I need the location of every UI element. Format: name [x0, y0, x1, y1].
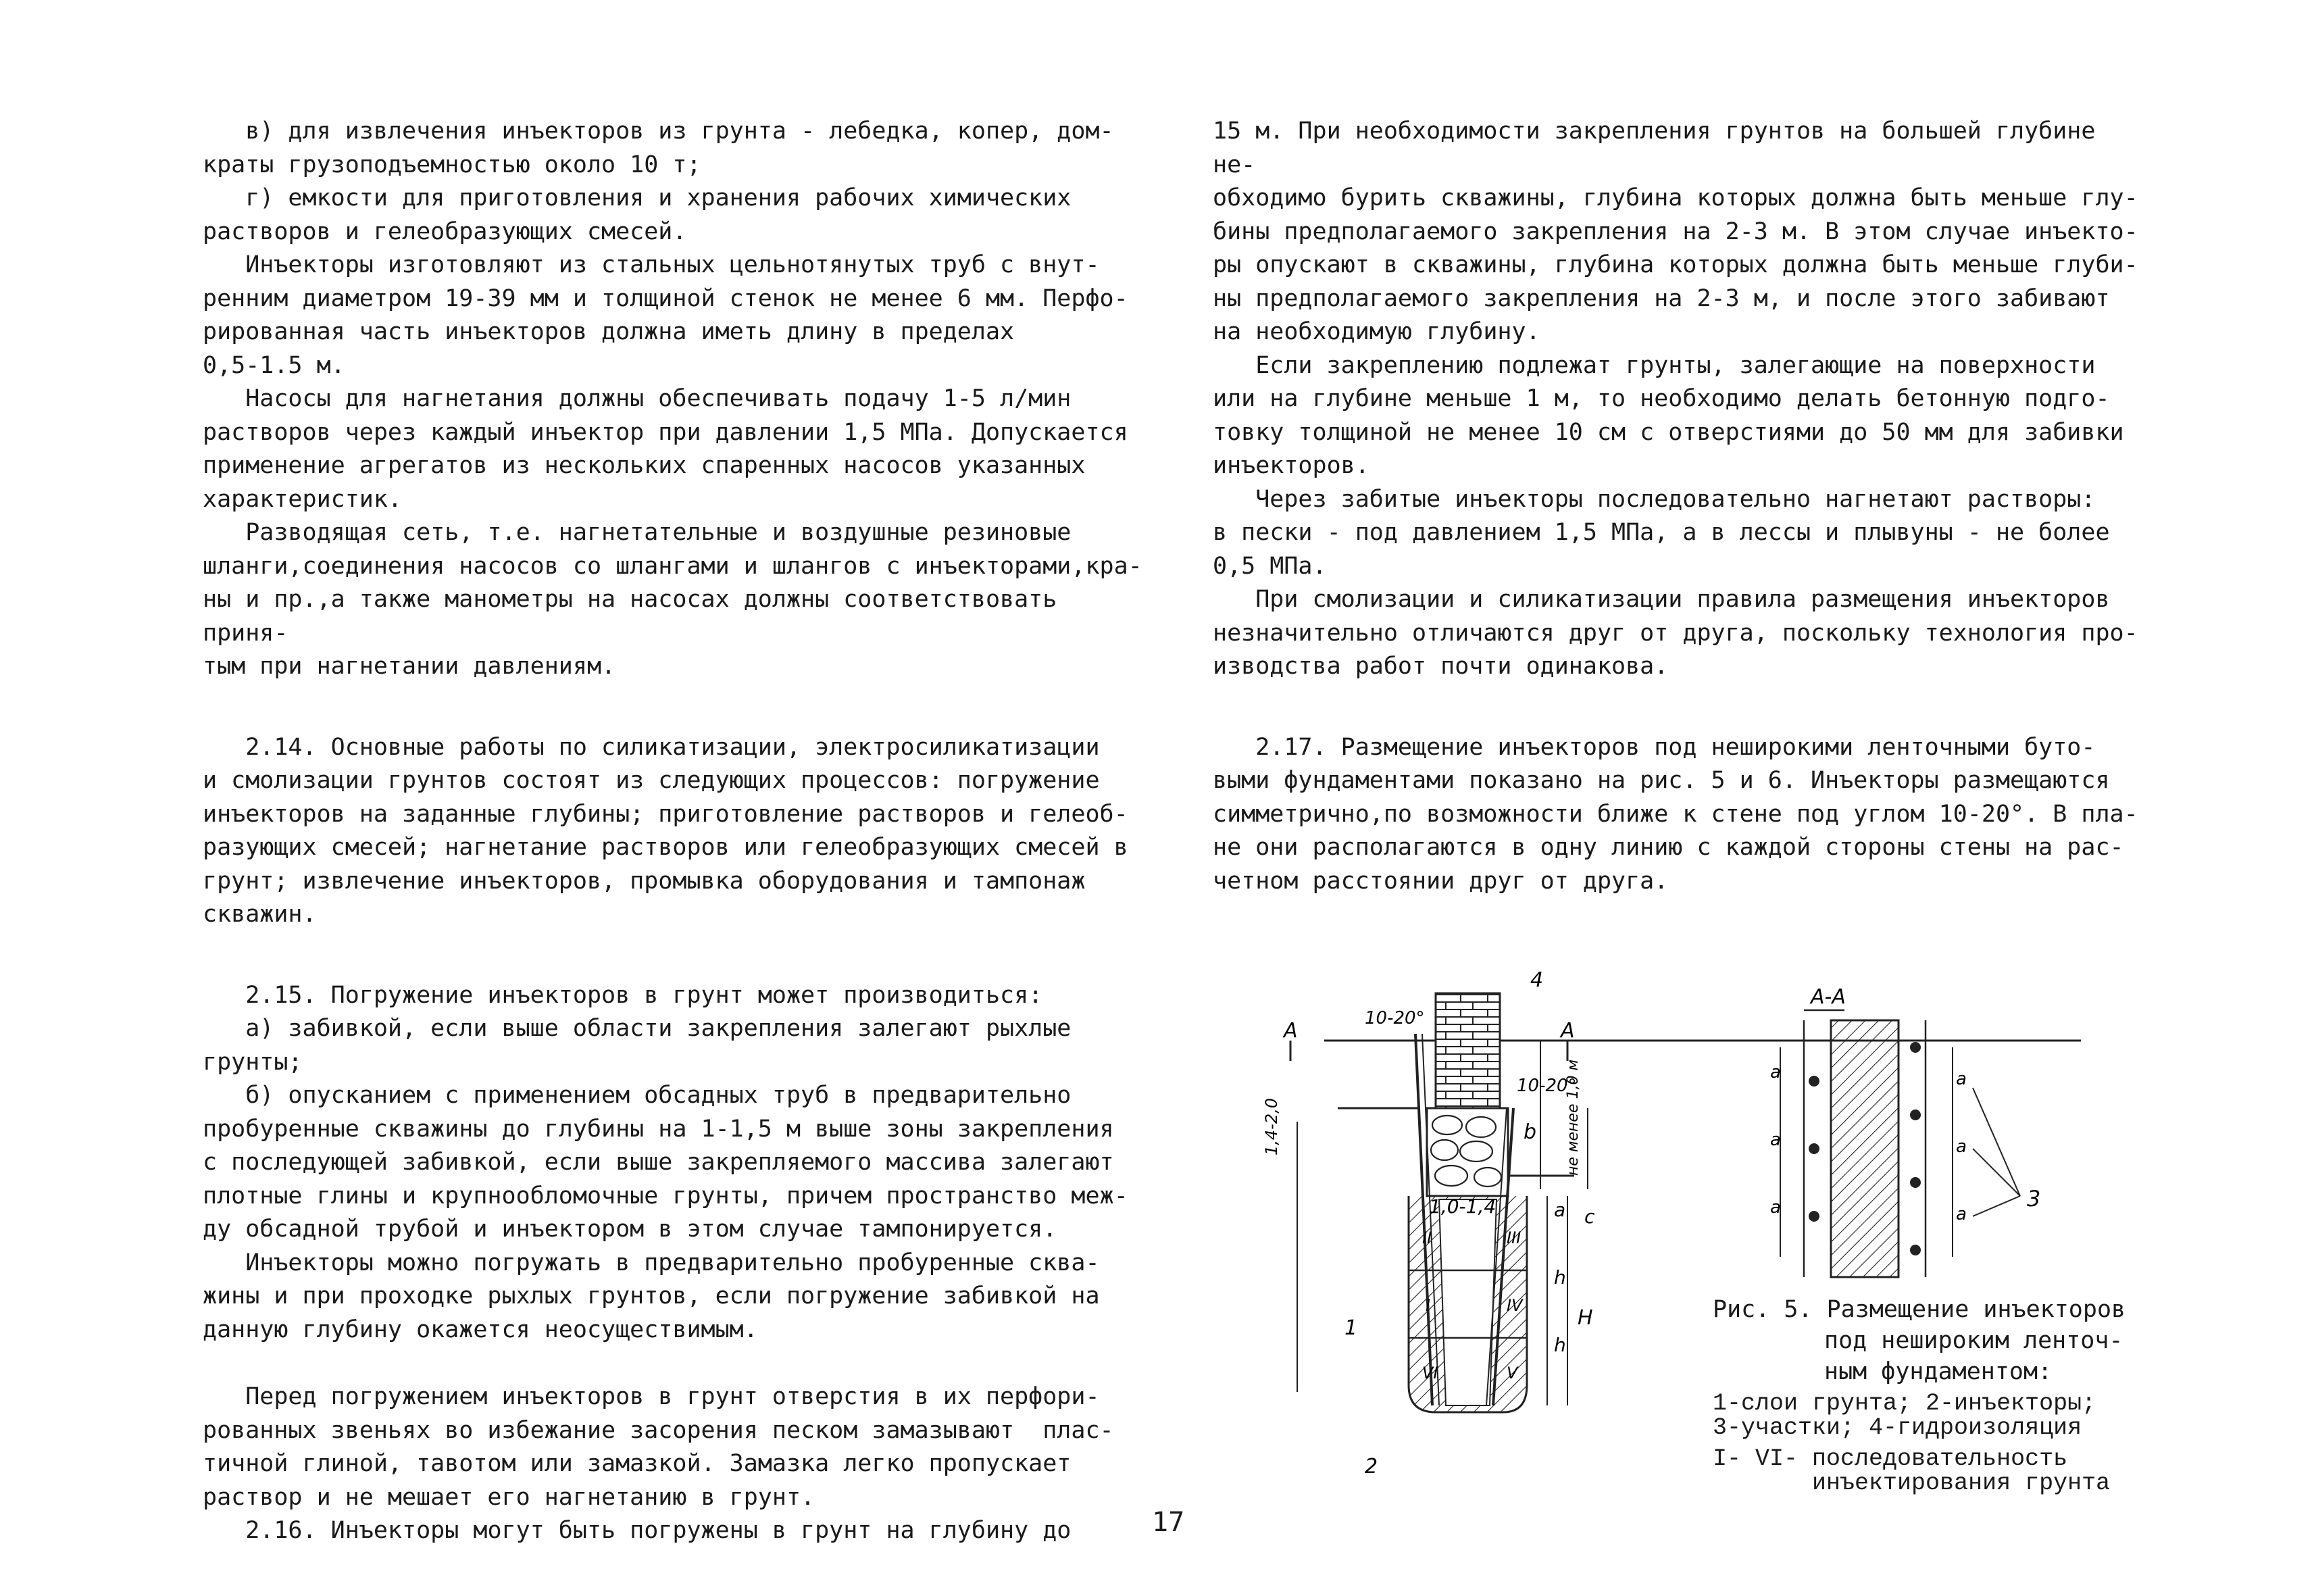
label-angle-top: 10-20°	[1365, 1008, 1425, 1028]
legend-sequence-row	[1713, 1447, 2186, 1495]
paragraph-distribution-network: Разводящая сеть, т.е. нагнетательные и воздушные резиновые шланги,соединения насосов со шлангами и шлангов с инъекторами,кра- ны и пр.,а также манометры на насосах должны соответствовать приня- тым при нагнетании давлениям.	[203, 519, 1142, 680]
injector-points-right	[1910, 1042, 1921, 1255]
label-2: 2	[1365, 1455, 1378, 1478]
leader-lines-3	[1973, 1088, 2020, 1216]
plan-title: А-А	[1811, 985, 1846, 1009]
label-h-1: h	[1554, 1266, 1566, 1289]
label-3: 3	[2027, 1186, 2041, 1212]
label-roman-VI: VI	[1422, 1364, 1438, 1382]
paragraph-predrilled-wells: Инъекторы можно погружать в предварительно пробуренные сква- жины и при проходке рыхлых грунтов, если погружение забивкой на данную глубину окажется неосуществимым.	[203, 1249, 1100, 1343]
paragraph-pumps: Насосы для нагнетания должны обеспечивать подачу 1-5 л/мин растворов через каждый инъектор при давлении 1,5 МПа. Допускается применение агрегатов из нескольких спаренных насосов указанных характеристик.	[203, 385, 1128, 513]
paragraph-equipment-g: г) емкости для приготовления и хранения рабочих химических растворов и гелеобразующих смесей.	[203, 184, 1072, 245]
brick-wall	[1436, 993, 1500, 1108]
label-width: 1,0-1,4	[1429, 1195, 1496, 1218]
paragraph-equipment-v: в) для извлечения инъекторов из грунта - лебедка, копер, дом- краты грузоподъемностью около 10 т;	[203, 118, 1114, 178]
paragraph-pressure: Через забитые инъекторы последовательно нагнетают растворы: в пески - под давлением 1,5 МПа, а в лессы и плывуны - не более 0,5 МПа.	[1213, 485, 2110, 580]
legend-items: 1-слои грунта; 2-инъекторы; 3-участки; 4-гидроизоляция	[1713, 1390, 2096, 1441]
figure-caption	[1713, 1294, 2186, 1495]
plan-label-a-3: a	[1770, 1197, 1781, 1218]
paragraph-resinization: При смолизации и силикатизации правила размещения инъекторов незначительно отличаются друг от друга, поскольку технология про- изводства работ почти одинакова.	[1213, 586, 2138, 680]
plan-label-a-1: a	[1770, 1062, 1781, 1082]
label-4: 4	[1530, 968, 1544, 992]
plan-label-a-6: a	[1956, 1204, 1967, 1224]
plan-drawing	[1770, 985, 2040, 1277]
label-roman-II: II	[1422, 1228, 1432, 1247]
label-roman-I: I	[1426, 1296, 1431, 1315]
injector-points-left	[1809, 1076, 1819, 1222]
plan-wall	[1831, 1020, 1898, 1277]
plan-label-a-5: a	[1956, 1137, 1967, 1157]
label-roman-V: V	[1507, 1364, 1518, 1382]
paragraph-depth-15m: 15 м. При необходимости закрепления грунтов на большей глубине не- обходимо бурить скважины, глубина которых должна быть меньше глу- бины предполагаемого закрепления на 2-3 м. В этом случае инъекто- ры опускают в скважины, глубина которых должна быть меньше глуби- ны предполагаемого закрепления на 2-3 м, и после этого забивают на необходимую глубину.	[1213, 118, 2138, 345]
left-text-column	[203, 115, 1149, 1548]
section-mark-left: А	[1284, 1019, 1298, 1043]
paragraph-2-16: 2.16. Инъекторы могут быть погружены в грунт на глубину до	[203, 1517, 1072, 1544]
caption-title-cont-1: под нешироким ленточ-	[1824, 1327, 2123, 1354]
legend-sequence-text: последовательность инъектирования грунта	[1812, 1445, 2111, 1497]
paragraph-2-15: 2.15. Погружение инъекторов в грунт может производиться: а) забивкой, если выше области закрепления залегают рыхлые грунты;	[203, 981, 1072, 1076]
paragraph-2-14: 2.14. Основные работы по силикатизации, электросиликатизации и смолизации грунтов состоят из следующих процессов: погружение инъекторов на заданные глубины; приготовление растворов и гелеоб- разующих смесей; нагнетание растворов или гелеобразующих смесей в грунт; извлечение инъекторов, промывка оборудования и тампонаж скважин.	[203, 733, 1128, 928]
right-text-column	[1213, 115, 2152, 898]
label-a: a	[1554, 1199, 1566, 1221]
paragraph-concrete-prep: Если закреплению подлежат грунты, залегающие на поверхности или на глубине меньше 1 м, то необходимо делать бетонную подго- товку толщиной не менее 10 см с отверстиями до 50 мм для забивки инъекторов.	[1213, 351, 2124, 479]
plan-label-a-2: a	[1770, 1130, 1781, 1150]
label-c: c	[1584, 1205, 1595, 1228]
label-h-2: h	[1554, 1334, 1566, 1356]
label-roman-III: III	[1507, 1228, 1521, 1247]
paragraph-putty: Перед погружением инъекторов в грунт отверстия в их перфори- рованных звеньях во избежание засорения песком замазывают плас- тичной глиной, тавотом или замазкой. Замазка легко пропускает раствор и не мешает его нагнетанию в грунт.	[203, 1383, 1114, 1511]
label-angle-mid: 10-20°	[1517, 1076, 1577, 1096]
label-H: H	[1578, 1306, 1593, 1330]
label-1: 1	[1344, 1316, 1358, 1340]
label-b: b	[1524, 1120, 1537, 1144]
page-number: 17	[1152, 1507, 1185, 1538]
label-depth-14-20: 1,4-2,0	[1262, 1098, 1281, 1155]
paragraph-injector-pipes: Инъекторы изготовляют из стальных цельнотянутых труб с внут- ренним диаметром 19-39 мм и толщиной стенок не менее 6 мм. Перфо- рированная часть инъекторов должна иметь длину в пределах 0,5-1.5 м.	[203, 251, 1128, 379]
caption-legend	[1713, 1391, 2186, 1495]
label-roman-IV: IV	[1507, 1296, 1523, 1315]
caption-title: Рис. 5. Размещение инъекторов	[1713, 1296, 2126, 1323]
paragraph-2-17: 2.17. Размещение инъекторов под неширокими ленточными буто- выми фундаментами показано на рис. 5 и 6. Инъекторы размещаются симметрично,по возможности ближе к стене под углом 10-20°. В пла- не они располагаются в одну линию с каждой стороны стены на рас- четном расстоянии друг от друга.	[1213, 733, 2138, 895]
legend-sequence-key: I- VI-	[1713, 1445, 1813, 1472]
caption-title-cont-2: ным фундаментом:	[1824, 1358, 2053, 1385]
paragraph-2-15-b: б) опусканием с применением обсадных труб в предварительно пробуренные скважины до глубины на 1-1,5 м выше зоны закрепления с последующей забивкой, если выше закрепляемого массива залегают плотные глины и крупнообломочные грунты, причем пространство меж- ду обсадной трубой и инъектором в этом случае тампонируется.	[203, 1082, 1128, 1243]
label-not-less: не менее 1,0 м	[1565, 1059, 1582, 1176]
plan-label-a-4: a	[1956, 1069, 1967, 1089]
section-mark-right: А	[1561, 1019, 1575, 1043]
